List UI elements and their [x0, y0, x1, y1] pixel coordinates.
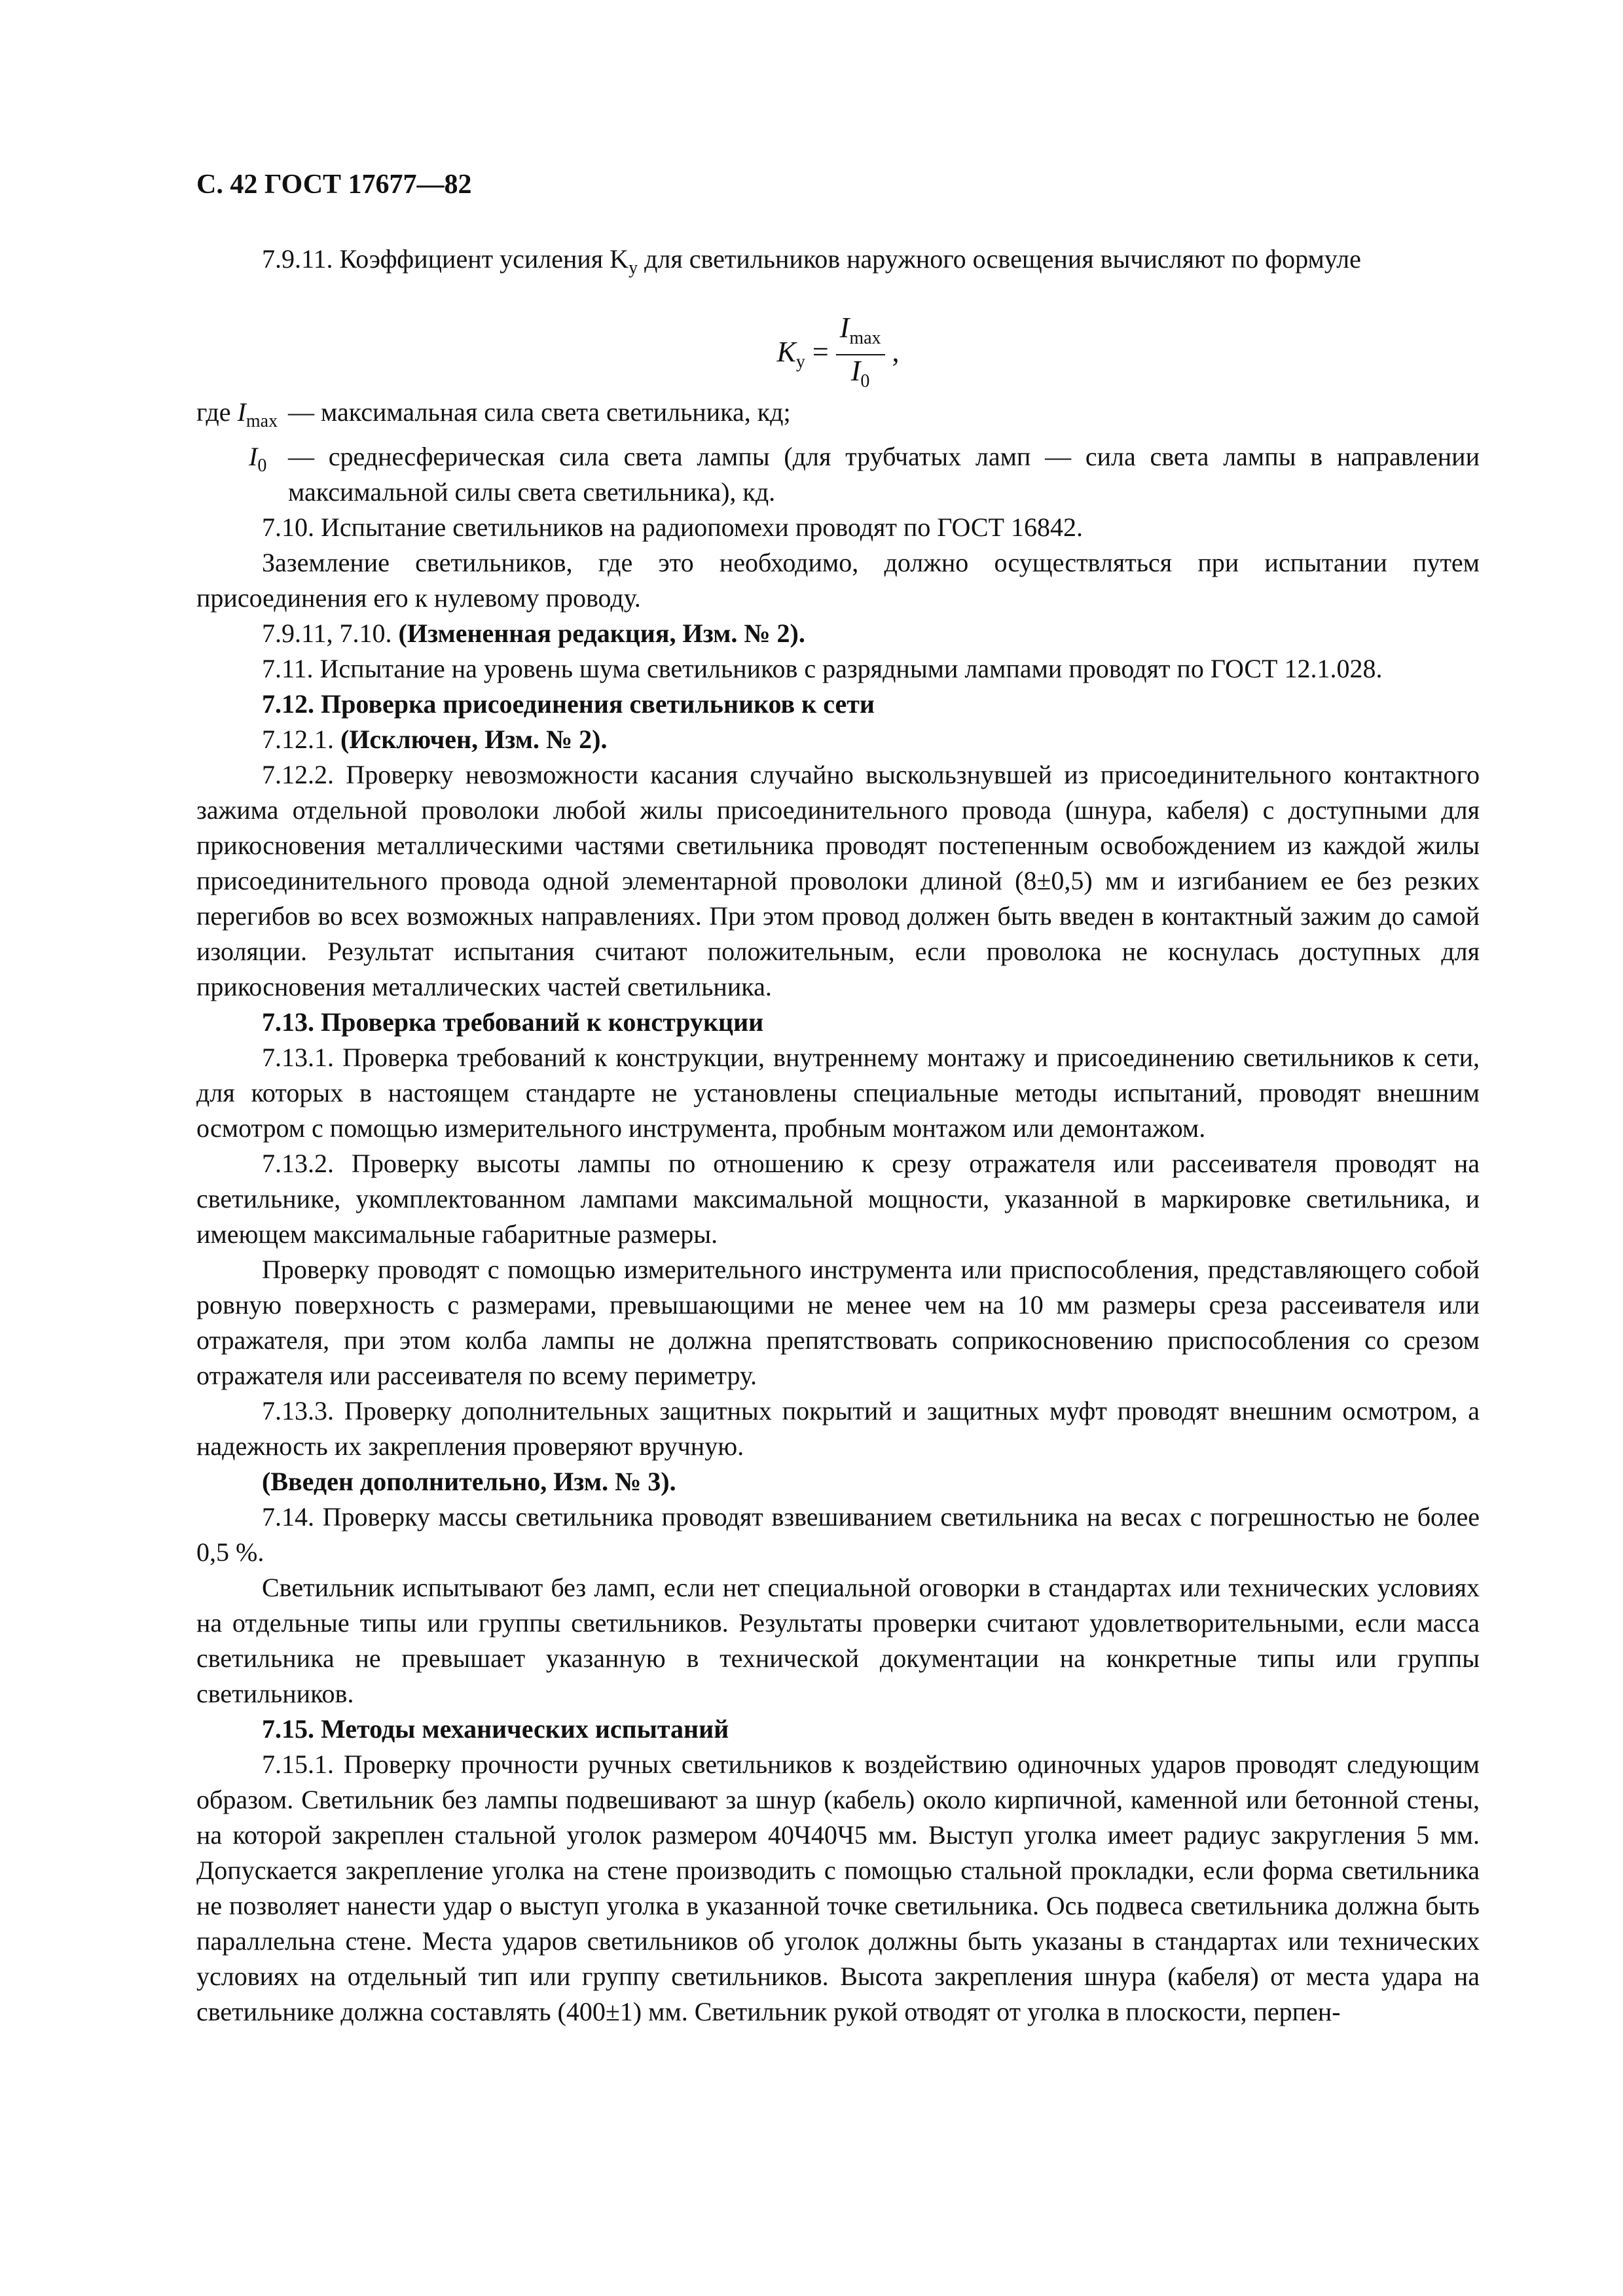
formula: [196, 312, 1480, 391]
def-sub: max: [246, 411, 278, 431]
paragraph-text: Заземление светильников, где это необходимо, должно осуществляться при испытании путем присоединения его к нулевому проводу.: [196, 548, 1480, 613]
formula-lhs-sub: у: [795, 351, 805, 372]
paragraph: [196, 545, 1480, 616]
formula-comma: ,: [884, 335, 900, 368]
paragraph-text: 7.13.1. Проверка требований к конструкции, внутреннему монтажу и присоединению светильников к сети, для которых в настоящем стандарте не установлены специальные методы испытаний, проводят внешним осмотром с помощью измерительного инструмента, пробным монтажом или демонтажом.: [196, 1043, 1480, 1143]
document-page: [196, 167, 1480, 2030]
paragraph-text: 7.12. Проверка присоединения светильников к сети: [262, 689, 875, 719]
paragraph: [196, 616, 1480, 651]
formula-equals: =: [805, 335, 836, 368]
paragraph: [196, 1252, 1480, 1393]
paragraph-text: 7.12.1.: [262, 725, 340, 754]
paragraph-text: Светильник испытывают без ламп, если нет специальной оговорки в стандартах или технических условиях на отдельные типы или группы светильников. Результаты проверки считают удовлетворительными, если масса светильника не превышает указанную в технической документации на конкретные типы или группы светильников.: [196, 1573, 1480, 1708]
definition-row: [196, 395, 1480, 439]
definition-text: — среднесферическая сила света лампы (для трубчатых ламп — сила света лампы в направлении максимальной силы света светильника), кд.: [288, 442, 1480, 507]
formula-denominator: [836, 355, 885, 397]
denominator-symbol: I: [850, 354, 861, 387]
paragraph-7-9-11: [196, 242, 1480, 286]
paragraph: [196, 651, 1480, 687]
section-heading: [196, 1005, 1480, 1040]
paragraph: [196, 757, 1480, 1005]
denominator-sub: 0: [860, 370, 870, 391]
paragraph: [196, 1570, 1480, 1712]
definition-text: — максимальная сила света светильника, кд;: [288, 397, 791, 427]
paragraph-text: 7.9.11, 7.10.: [262, 619, 399, 648]
amendment-note: (Исключен, Изм. № 2).: [340, 725, 608, 754]
def-symbol: I: [249, 442, 258, 471]
paragraph-text: 7.13. Проверка требований к конструкции: [262, 1007, 764, 1037]
definition-term: [196, 439, 288, 510]
definition-term: [196, 395, 288, 439]
paragraph-text: 7.13.3. Проверку дополнительных защитных покрытий и защитных муфт проводят внешним осмотром, а надежность их закрепления проверяют вручную.: [196, 1396, 1480, 1461]
numerator-sub: max: [849, 327, 881, 348]
paragraph-text-rest: для светильников наружного освещения вычисляют по формуле: [638, 244, 1361, 274]
definition-row: [196, 439, 1480, 510]
paragraph-text: 7.10. Испытание светильников на радиопомехи проводят по ГОСТ 16842.: [262, 512, 1083, 542]
paragraph-text: 7.13.2. Проверку высоты лампы по отношению к срезу отражателя или рассеивателя проводят на светильнике, укомплектованном лампами максимальной мощности, указанной в маркировке светильника, и имеющем максимальные габаритные размеры.: [196, 1149, 1480, 1249]
paragraph: [196, 722, 1480, 757]
paragraph-text: 7.11. Испытание на уровень шума светильников с разрядными лампами проводят по ГОСТ 12.1.028.: [262, 654, 1383, 683]
formula-fraction: [836, 312, 885, 397]
paragraph-text: (Введен дополнительно, Изм. № 3).: [262, 1467, 676, 1496]
paragraph: [196, 1747, 1480, 2030]
paragraph: [196, 1146, 1480, 1252]
page-header: С. 42 ГОСТ 17677—82: [196, 170, 472, 200]
definition-list: [196, 395, 1480, 510]
section-heading: [196, 687, 1480, 722]
paragraph-text: 7.15. Методы механических испытаний: [262, 1714, 729, 1744]
paragraph: [196, 1499, 1480, 1570]
paragraph-text: Проверку проводят с помощью измерительного инструмента или приспособления, представляющего собой ровную поверхность с размерами, превышающими не менее чем на 10 мм размеры среза рассеивателя или отражателя, при этом колба лампы не должна препятствовать соприкосновению приспособления со срезом отражателя или рассеивателя по всему периметру.: [196, 1255, 1480, 1390]
section-heading: [196, 1464, 1480, 1499]
amendment-note: (Измененная редакция, Изм. № 2).: [398, 619, 805, 648]
section-heading: [196, 1712, 1480, 1747]
paragraph: [196, 1040, 1480, 1146]
def-prefix: где: [196, 397, 238, 427]
paragraph: [196, 510, 1480, 545]
paragraph-text: 7.9.11. Коэффициент усиления K: [262, 244, 629, 274]
paragraph-text: 7.12.2. Проверку невозможности касания случайно выскользнувшей из присоединительного контактного зажима отдельной проволоки любой жилы присоединительного провода (шнура, кабеля) с доступными для прикосновения металлическими частями светильника проводят постепенным освобождением из каждой жилы присоединительного провода одной элементарной проволоки длиной (8±0,5) мм и изгибанием ее без резких перегибов во всех возможных направлениях. При этом провод должен быть введен в контактный зажим до самой изоляции. Результат испытания считают положительным, если проволока не коснулась доступных для прикосновения металлических частей светильника.: [196, 760, 1480, 1001]
numerator-symbol: I: [839, 312, 850, 344]
formula-numerator: [836, 312, 885, 355]
paragraph-text: 7.15.1. Проверку прочности ручных светильников к воздействию одиночных ударов проводят следующим образом. Светильник без лампы подвешивают за шнур (кабель) около кирпичной, каменной или бетонной стены, на которой закреплен стальной уголок размером 40Ч40Ч5 мм. Выступ уголка имеет радиус закругления 5 мм. Допускается закрепление уголка на стене производить с помощью стальной прокладки, если форма светильника не позволяет нанести удар о выступ уголка в указанной точке светильника. Ось подвеса светильника должна быть параллельна стене. Места ударов светильников об уголок должны быть указаны в стандартах или технических условиях на отдельный тип или группу светильников. Высота закрепления шнура (кабеля) от места удара на светильнике должна составлять (400±1) мм. Светильник рукой отводят от уголка в плоскости, перпен-: [196, 1749, 1480, 2026]
def-sub: 0: [257, 456, 267, 476]
body-paragraphs: [196, 510, 1480, 2030]
subscript: y: [629, 258, 638, 278]
formula-lhs: K: [776, 335, 796, 368]
paragraph: [196, 1393, 1480, 1464]
paragraph-text: 7.14. Проверку массы светильника проводят взвешиванием светильника на весах с погрешностью не более 0,5 %.: [196, 1502, 1480, 1567]
def-symbol: I: [237, 397, 246, 427]
